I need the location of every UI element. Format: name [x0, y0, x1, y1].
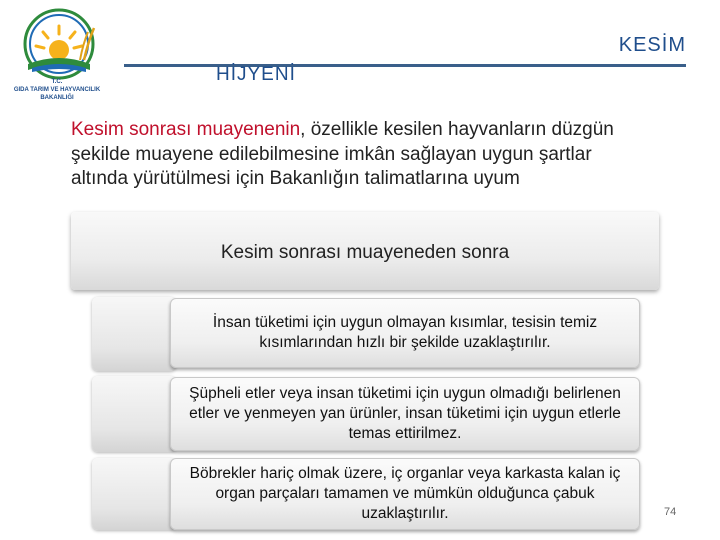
header-divider	[124, 64, 686, 67]
side-block-1	[92, 297, 176, 371]
slide-title-hijyeni: HİJYENİ	[216, 64, 296, 85]
slide-title-kesim: KESİM	[618, 34, 686, 56]
side-block-3	[92, 458, 176, 530]
main-heading-box	[71, 212, 659, 290]
list-item: Şüpheli etler veya insan tüketimi için uygun olmadığı belirlenen etler ve yenmeyen yan ürünler, insan tüketimi için uygun etlerle temas ettirilmez.	[170, 377, 640, 451]
list-item: İnsan tüketimi için uygun olmayan kısımlar, tesisin temiz kısımlarından hızlı bir şekilde uzaklaştırılır.	[170, 298, 640, 368]
logo-line1-text: GIDA TARIM VE HAYVANCILIK	[13, 87, 101, 93]
logo-line2-text: BAKANLIĞI	[40, 95, 74, 101]
logo-tc-text: T.C.	[51, 79, 63, 85]
intro-text: , özellikle kesilen hayvanların düzgün şekilde muayene edilebilmesine imkân sağlayan uygun şartlar altında yürütülmesi için Bakanlığın talimatlarına uyum	[71, 119, 614, 189]
page-number: 74	[664, 506, 677, 518]
intro-highlight: Kesim sonrası muayenenin	[71, 119, 301, 140]
list-item: Böbrekler hariç olmak üzere, iç organlar veya karkasta kalan iç organ parçaları tamamen ve mümkün olduğunca çabuk uzaklaştırılır.	[170, 458, 640, 530]
main-heading-text: Kesim sonrası muayeneden sonra	[220, 242, 510, 263]
intro-paragraph	[71, 118, 651, 192]
logo-caption	[4, 78, 110, 102]
side-block-2	[92, 376, 176, 452]
